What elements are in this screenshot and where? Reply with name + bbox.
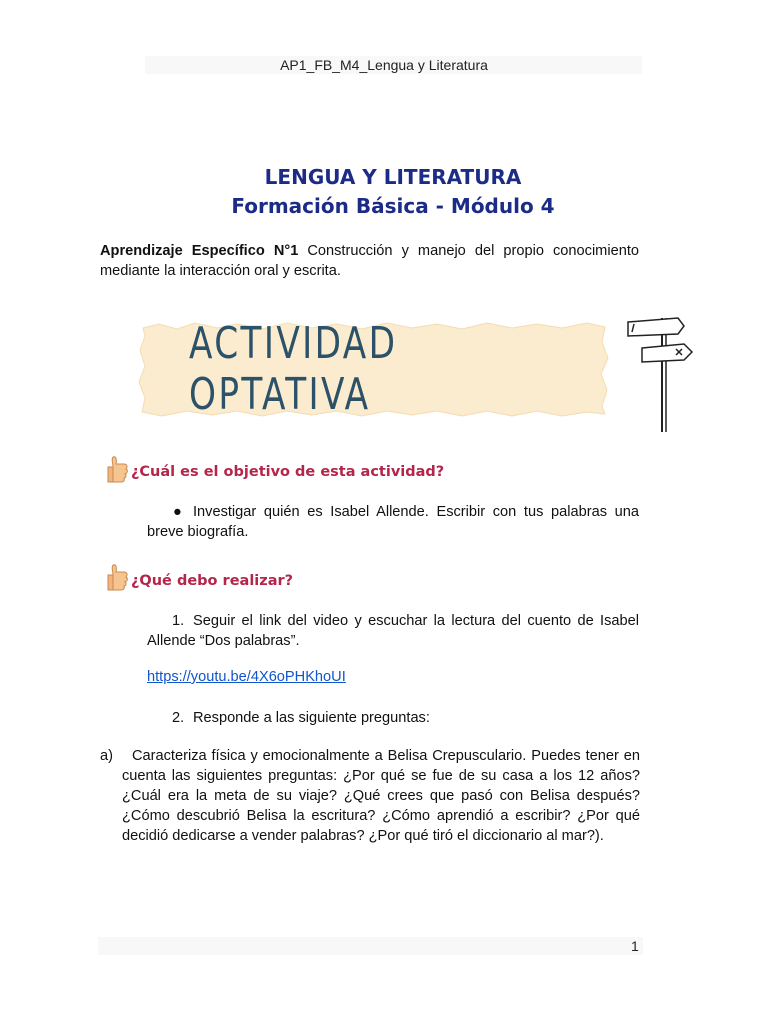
item2-number: 2. <box>172 710 185 726</box>
video-link[interactable]: https://youtu.be/4X6oPHKhoUI <box>147 669 346 685</box>
item2-text: Responde a las siguiente preguntas: <box>193 710 430 726</box>
document-header: AP1_FB_M4_Lengua y Literatura <box>280 57 488 73</box>
thumbs-up-icon <box>107 455 129 483</box>
objective-bullet-line2: breve biografía. <box>147 524 249 540</box>
title-module: Formación Básica - Módulo 4 <box>231 194 555 218</box>
learning-objective-label: Aprendizaje Específico N°1 <box>100 243 299 259</box>
activity-banner <box>137 320 610 418</box>
thumbs-up-icon <box>107 563 129 591</box>
banner-title: ACTIVIDAD OPTATIVA <box>189 318 398 420</box>
question-a-text: Caracteriza física y emocionalmente a Belisa Crepusculario. Puedes tener en cuenta las siguientes preguntas: ¿Por qué se fue de su casa a los 12 años? ¿Cuál era la meta de su viaje? ¿Qué crees que pasó con Belisa después? ¿Cómo descubrió Belisa la escritura? ¿Cómo aprendió a escribir? ¿Por qué decidió dedicarse a vender palabras? ¿Por qué tiró el diccionario al mar?). <box>122 748 640 844</box>
question-a-label: a) <box>100 748 113 764</box>
bullet-symbol: ● <box>173 504 182 520</box>
objective-heading: ¿Cuál es el objetivo de esta actividad? <box>131 464 445 480</box>
objective-bullet-line1: Investigar quién es Isabel Allende. Escribir con tus palabras una <box>193 504 639 520</box>
learning-objective <box>100 241 639 281</box>
page-number: 1 <box>631 938 639 954</box>
task-heading: ¿Qué debo realizar? <box>131 573 294 589</box>
footer-bar <box>98 937 643 955</box>
title-subject: LENGUA Y LITERATURA <box>264 165 522 189</box>
signpost-icon <box>620 310 700 435</box>
item1-line2: Allende “Dos palabras”. <box>147 633 300 649</box>
learning-objective-text: Construcción y manejo del propio conocimiento mediante la interacción oral y escrita. <box>100 243 639 279</box>
item1-line1: Seguir el link del video y escuchar la lectura del cuento de Isabel <box>193 613 639 629</box>
item1-number: 1. <box>172 613 185 629</box>
